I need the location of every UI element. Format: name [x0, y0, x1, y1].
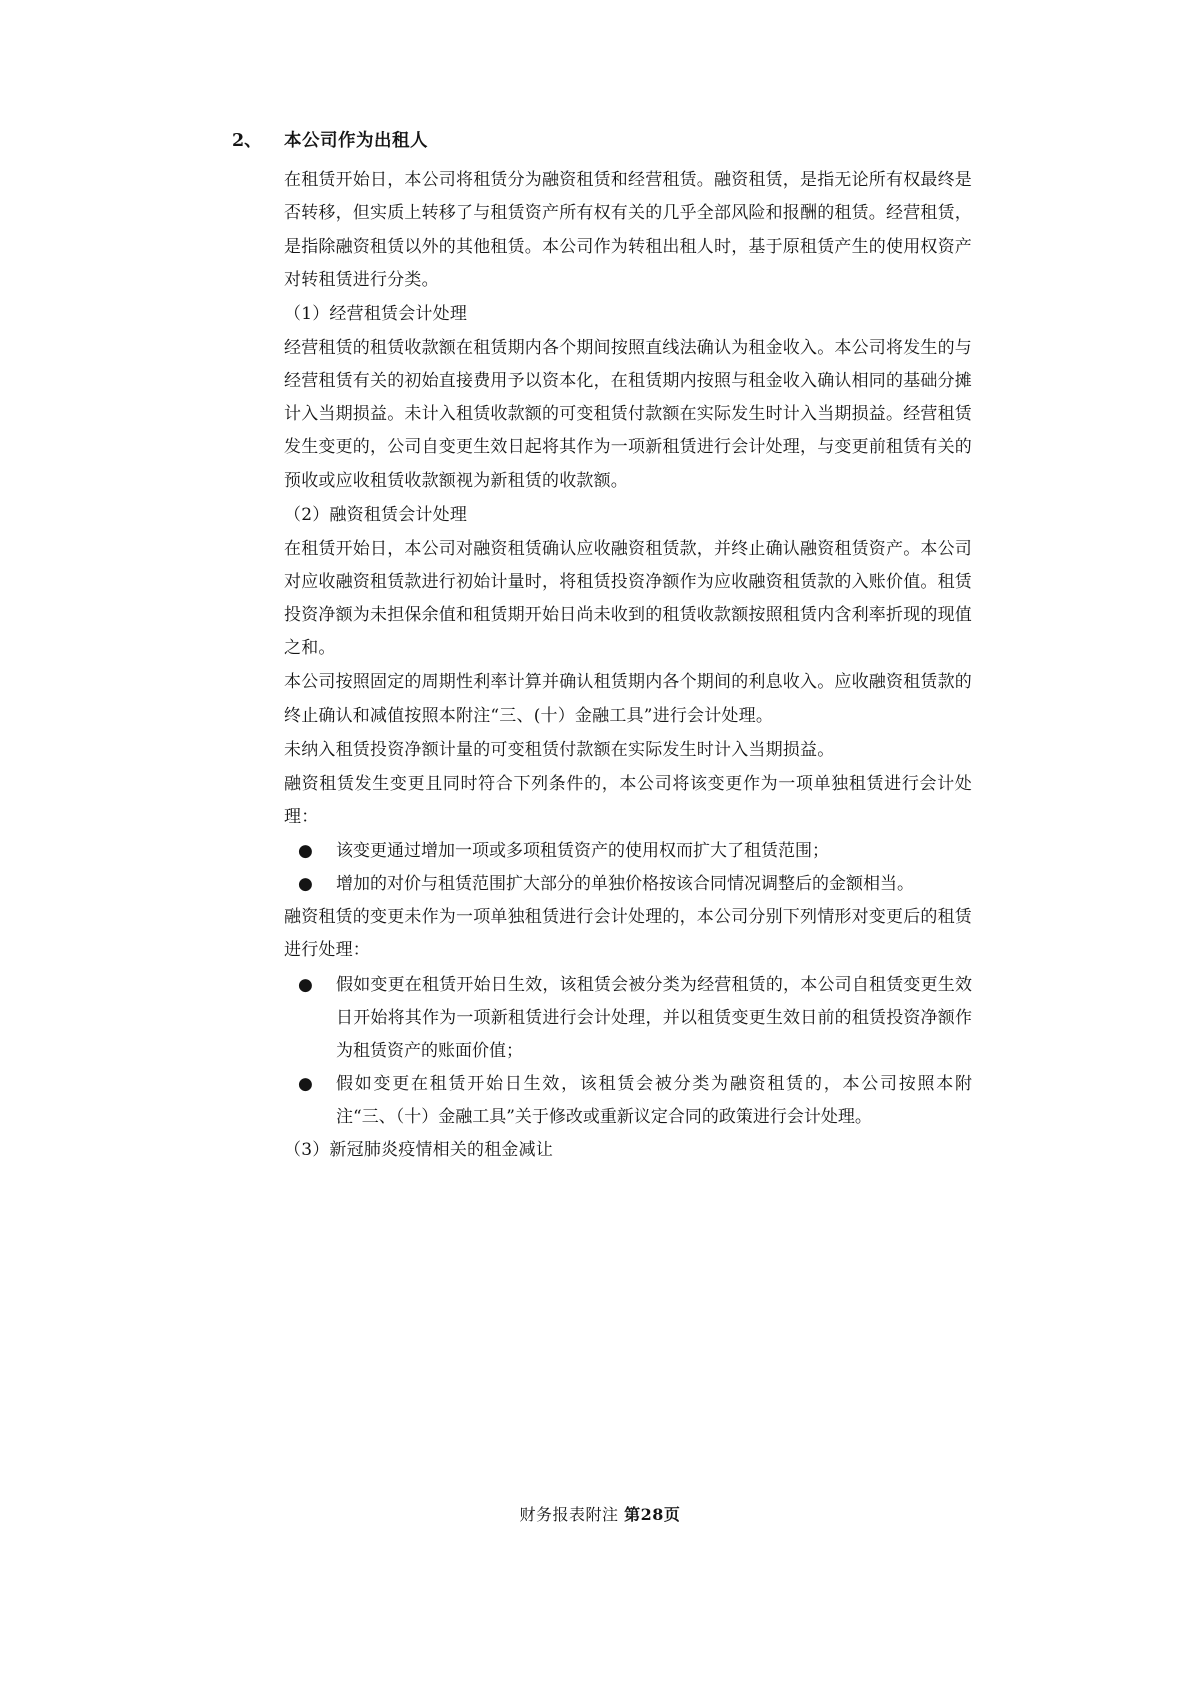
list-item [284, 835, 972, 868]
bullet-list-1 [284, 835, 972, 901]
paragraph: 未纳入租赁投资净额计量的可变租赁付款额在实际发生时计入当期损益。 [284, 739, 835, 760]
paragraph: （3）新冠肺炎疫情相关的租金减让 [284, 1140, 554, 1161]
section-title: 本公司作为出租人 [284, 131, 428, 151]
paragraph: 融资租赁发生变更且同时符合下列条件的，本公司将该变更作为一项单独租赁进行会计处理： [284, 773, 972, 827]
section-number: 2、 [232, 131, 262, 151]
bullet-icon: ● [298, 1074, 313, 1095]
bullet-icon: ● [298, 974, 313, 995]
bullet-icon: ● [298, 874, 313, 895]
list-item-text: 假如变更在租赁开始日生效，该租赁会被分类为融资租赁的，本公司按照本附注“三、（十）金融工具”关于修改或重新议定合同的政策进行会计处理。 [336, 1074, 972, 1128]
list-item [284, 868, 972, 901]
paragraph: （2）融资租赁会计处理 [284, 504, 468, 525]
paragraph: 融资租赁的变更未作为一项单独租赁进行会计处理的，本公司分别下列情形对变更后的租赁进行处理： [284, 907, 972, 961]
paragraph: 在租赁开始日，本公司将租赁分为融资租赁和经营租赁。融资租赁，是指无论所有权最终是否转移，但实质上转移了与租赁资产所有权有关的几乎全部风险和报酬的租赁。经营租赁，是指除融资租赁以外的其他租赁。本公司作为转租出租人时，基于原租赁产生的使用权资产对转租赁进行分类。 [284, 170, 972, 290]
list-item [284, 969, 972, 1068]
list-item [284, 1068, 972, 1134]
paragraph: （1）经营租赁会计处理 [284, 303, 468, 324]
page-content [232, 128, 972, 1168]
section-body [284, 164, 972, 1167]
bullet-list-2 [284, 969, 972, 1135]
list-item-text: 增加的对价与租赁范围扩大部分的单独价格按该合同情况调整后的金额相当。 [336, 874, 914, 895]
footer-page-number: 第28页 [624, 1505, 681, 1524]
bullet-icon: ● [298, 841, 313, 862]
list-item-text: 该变更通过增加一项或多项租赁资产的使用权而扩大了租赁范围； [336, 841, 829, 862]
paragraph: 本公司按照固定的周期性利率计算并确认租赁期内各个期间的利息收入。应收融资租赁款的终止确认和减值按照本附注“三、(十）金融工具”进行会计处理。 [284, 672, 972, 726]
list-item-text: 假如变更在租赁开始日生效，该租赁会被分类为经营租赁的，本公司自租赁变更生效日开始将其作为一项新租赁进行会计处理，并以租赁变更生效日前的租赁投资净额作为租赁资产的账面价值； [336, 974, 972, 1061]
page-footer [0, 1502, 1200, 1525]
paragraph: 在租赁开始日，本公司对融资租赁确认应收融资租赁款，并终止确认融资租赁资产。本公司对应收融资租赁款进行初始计量时，将租赁投资净额作为应收融资租赁款的入账价值。租赁投资净额为未担保余值和租赁期开始日尚未收到的租赁收款额按照租赁内含利率折现的现值之和。 [284, 538, 972, 659]
footer-label: 财务报表附注 [519, 1505, 619, 1524]
section-heading [232, 128, 972, 154]
paragraph: 经营租赁的租赁收款额在租赁期内各个期间按照直线法确认为租金收入。本公司将发生的与经营租赁有关的初始直接费用予以资本化，在租赁期内按照与租金收入确认相同的基础分摊计入当期损益。未计入租赁收款额的可变租赁付款额在实际发生时计入当期损益。经营租赁发生变更的，公司自变更生效日起将其作为一项新租赁进行会计处理，与变更前租赁有关的预收或应收租赁收款额视为新租赁的收款额。 [284, 337, 972, 491]
